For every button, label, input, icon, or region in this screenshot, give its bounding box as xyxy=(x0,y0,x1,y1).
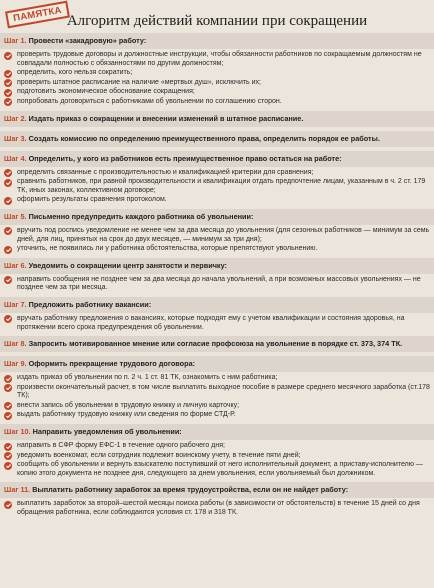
list-item-text: проверить штатное расписание на наличие «мертвых душ», исключить их; xyxy=(17,78,262,86)
list-item-text: проверить трудовые договоры и должностные инструкции, чтобы обязанности работников по сокращаемым должностям не совпадали полностью с обязанностями по другим должностям; xyxy=(17,51,422,67)
list-item xyxy=(4,461,430,478)
step-title: Создать комиссию по определению преимущественного права, определить порядок ее работы. xyxy=(28,133,380,143)
list-item xyxy=(4,442,430,451)
step-items xyxy=(0,274,434,293)
list-item-text: сравнить работников, при равной производительности и квалификации отдать предпочтение лицам, указанным в ч. 2 ст. 179 ТК, иных законах, коллективном договоре; xyxy=(17,178,426,194)
list-item xyxy=(4,374,430,383)
step-3 xyxy=(0,131,434,147)
check-circle-icon xyxy=(4,169,12,177)
step-items xyxy=(0,498,434,517)
check-circle-icon xyxy=(4,246,12,254)
list-item xyxy=(4,196,430,205)
list-item-text: попробовать договориться с работниками об увольнении по соглашению сторон. xyxy=(17,97,282,105)
step-items xyxy=(0,49,434,107)
step-heading xyxy=(0,131,434,147)
step-title: Оформить прекращение трудового договора: xyxy=(28,359,196,369)
list-item-text: произвести окончательный расчет, в том числе выплатить выходное пособие в размере среднего месячного заработка (ст.178 ТК); xyxy=(17,383,430,400)
step-1 xyxy=(0,33,434,107)
step-number: Шаг 8. xyxy=(4,339,27,349)
list-item-text: выплатить заработок за второй–шестой месяцы поиска работы (в зависимости от обстоятельств) в течение 15 дней со дня обращения работника, если соблюдаются условия ст. 178 и 318 ТК. xyxy=(17,500,420,517)
step-11 xyxy=(0,482,434,517)
step-number: Шаг 3. xyxy=(4,133,27,143)
check-circle-icon xyxy=(4,462,12,470)
list-item xyxy=(4,227,430,244)
list-item xyxy=(4,169,430,178)
step-2 xyxy=(0,111,434,127)
check-circle-icon xyxy=(4,197,12,205)
check-circle-icon xyxy=(4,384,12,392)
step-number: Шаг 2. xyxy=(4,113,27,123)
list-item-text: подготовить экономическое обоснование сокращения; xyxy=(17,88,195,96)
step-heading xyxy=(0,336,434,352)
step-heading xyxy=(0,356,434,372)
step-heading xyxy=(0,258,434,274)
step-title: Предложить работнику вакансии: xyxy=(28,299,152,309)
list-item xyxy=(4,452,430,461)
step-7 xyxy=(0,297,434,332)
step-number: Шаг 1. xyxy=(4,36,27,45)
list-item xyxy=(4,411,430,420)
list-item-text: определить, кого нельзя сократить; xyxy=(17,69,133,77)
list-item-text: выдать работнику трудовую книжку или сведения по форме СТД-Р. xyxy=(17,411,236,419)
check-circle-icon xyxy=(4,452,12,460)
step-heading xyxy=(0,482,434,498)
step-title: Направить уведомления об увольнении: xyxy=(32,427,182,437)
check-circle-icon xyxy=(4,70,12,78)
list-item xyxy=(4,245,430,254)
step-title: Уведомить о сокращении центр занятости и первичку: xyxy=(28,260,227,270)
check-circle-icon xyxy=(4,443,12,451)
list-item xyxy=(4,88,430,97)
list-item xyxy=(4,276,430,293)
check-circle-icon xyxy=(4,276,12,284)
step-heading xyxy=(0,424,434,440)
step-9 xyxy=(0,356,434,420)
check-circle-icon xyxy=(4,375,12,383)
list-item-text: уведомить военкомат, если сотрудник подлежит воинскому учету, в течение пяти дней; xyxy=(17,451,301,459)
check-circle-icon xyxy=(4,179,12,187)
step-number: Шаг 7. xyxy=(4,299,27,309)
step-heading xyxy=(0,151,434,167)
check-circle-icon xyxy=(4,98,12,106)
list-item xyxy=(4,402,430,411)
check-circle-icon xyxy=(4,52,12,60)
step-items xyxy=(0,313,434,332)
list-item xyxy=(4,315,430,332)
list-item xyxy=(4,69,430,78)
check-circle-icon xyxy=(4,501,12,509)
step-5 xyxy=(0,209,434,254)
check-circle-icon xyxy=(4,402,12,410)
check-circle-icon xyxy=(4,412,12,420)
list-item-text: направить в СФР форму ЕФС-1 в течение одного рабочего дня; xyxy=(17,442,225,450)
list-item-text: вручить под роспись уведомление не менее чем за два месяца до увольнения (для сезонных работников — минимум за семь дней, для лиц, принятых на срок до двух месяцев, — минимум за три дня); xyxy=(17,226,430,243)
list-item xyxy=(4,384,430,401)
list-item xyxy=(4,79,430,88)
step-title: Письменно предупредить каждого работника об увольнении: xyxy=(28,211,254,221)
page-title: Алгоритм действий компании при сокращении xyxy=(66,13,368,29)
step-items xyxy=(0,225,434,254)
step-number: Шаг 4. xyxy=(4,153,27,163)
list-item-text: уточнить, не появились ли у работника обстоятельства, которые препятствуют увольнению. xyxy=(17,245,318,253)
check-circle-icon xyxy=(4,79,12,87)
list-item xyxy=(4,178,430,195)
step-8 xyxy=(0,336,434,352)
memo-stamp: ПАМЯТКА xyxy=(5,1,70,29)
step-10 xyxy=(0,424,434,478)
steps-list xyxy=(0,33,434,522)
step-6 xyxy=(0,258,434,293)
step-items xyxy=(0,167,434,205)
list-item-text: сообщить об увольнении и вернуть взыскателю поступивший от него исполнительный документ, а приставу-исполнителю — копию этого документа не позднее дня, следующего за днем увольнения, если увольняемый был должником. xyxy=(17,461,423,477)
step-number: Шаг 11. xyxy=(4,485,31,495)
list-item-text: вручать работнику предложения о вакансиях, которые подходят ему с учетом квалификации и состояния здоровья, на протяжении всего срока предупреждения об увольнении. xyxy=(17,314,405,331)
list-item xyxy=(4,51,430,68)
list-item xyxy=(4,98,430,107)
step-number: Шаг 9. xyxy=(4,359,27,369)
step-title: Определить, у кого из работников есть преимущественное право остаться на работе: xyxy=(28,153,342,163)
step-number: Шаг 6. xyxy=(4,260,27,270)
step-title: Издать приказ о сокращении и внесении изменений в штатное расписание. xyxy=(28,113,304,123)
step-4 xyxy=(0,151,434,205)
step-heading xyxy=(0,209,434,225)
step-heading xyxy=(0,297,434,313)
check-circle-icon xyxy=(4,89,12,97)
step-heading xyxy=(0,111,434,127)
step-items xyxy=(0,440,434,478)
list-item-text: определить связанные с производительностью и квалификацией критерии для сравнения; xyxy=(17,168,314,176)
step-items xyxy=(0,372,434,420)
step-heading xyxy=(0,33,434,49)
list-item-text: направить сообщения не позднее чем за два месяца до начала увольнений, а при возможных массовых увольнениях — не позднее чем за три месяца. xyxy=(17,275,421,292)
list-item-text: оформить результаты сравнения протоколом. xyxy=(17,196,167,204)
check-circle-icon xyxy=(4,227,12,235)
step-title: Выплатить работнику заработок за время трудоустройства, если он не найдет работу: xyxy=(32,485,349,495)
step-title: Провести «закадровую» работу: xyxy=(28,36,147,45)
step-number: Шаг 10. xyxy=(4,427,31,437)
step-title: Запросить мотивированное мнение или согласие профсоюза на увольнение в порядке ст. 373, 374 ТК. xyxy=(28,339,403,349)
list-item xyxy=(4,500,430,517)
step-number: Шаг 5. xyxy=(4,211,27,221)
list-item-text: издать приказ об увольнении по п. 2 ч. 1 ст. 81 ТК, ознакомить с ним работника; xyxy=(17,374,278,382)
check-circle-icon xyxy=(4,315,12,323)
list-item-text: внести запись об увольнении в трудовую книжку и личную карточку; xyxy=(17,401,240,409)
